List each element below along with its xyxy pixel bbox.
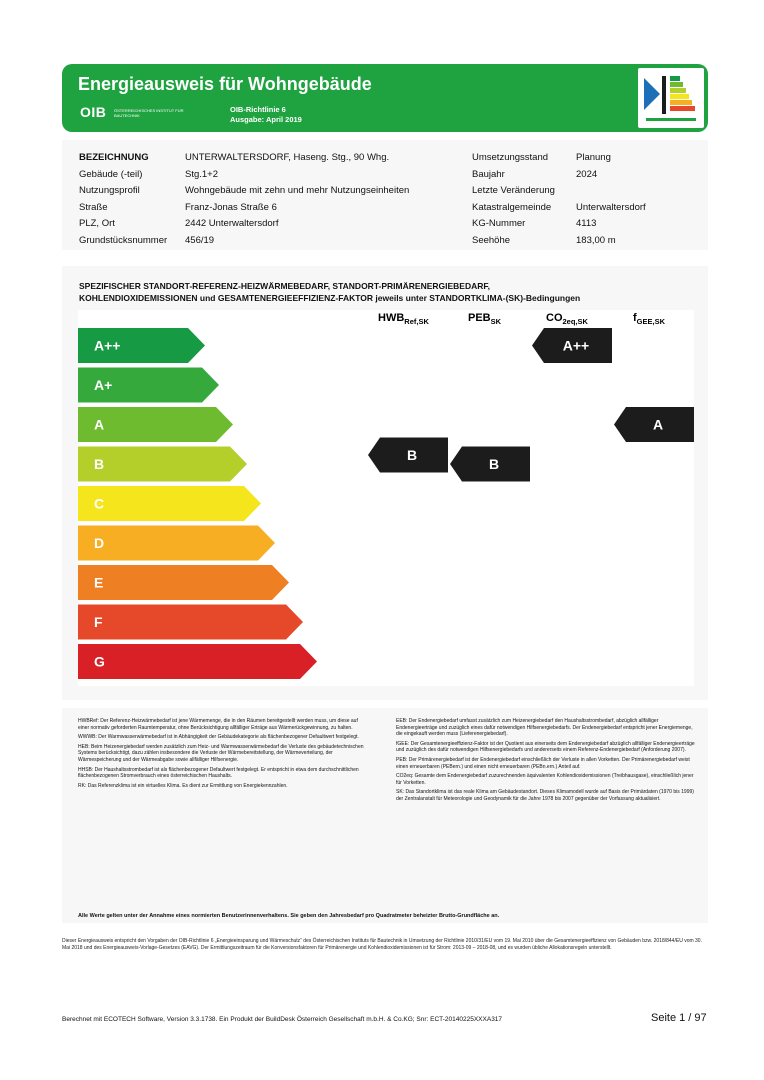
legend-left-column: [78, 718, 368, 792]
rating-column-header: $HWB_{Ref,SK}$: [378, 312, 429, 326]
rating-column-header: $CO_{2eq,SK}$: [546, 312, 588, 326]
page-number: Seite 1 / 97: [651, 1012, 707, 1024]
legend-entry: EEB: Der Endenergiebedarf umfasst zusätzlich zum Heizenergiebedarf den Haushaltsstrombedarf, abzüglich allfälliger Endenergieerträge und zuzüglich eines dafür notwendigen Hilfsenergiebedarfs. Der Endenergiebedarf entspricht jener Energiemenge, die eingekauft werden muss (Lieferenergiebedarf).: [396, 718, 693, 738]
detail-value: UNTERWALTERSDORF, Haseng. Stg., 90 Whg.: [185, 152, 390, 163]
legend-entry: PEB: Der Primärenergiebedarf ist der Endenergiebedarf einschließlich der Verluste in allen Vorketten. Der Primärenergiebedarf weist einen erneuerbaren (PEBern.) und einen nicht erneuerbaren (PEBn.ern.) Anteil auf.: [396, 756, 690, 770]
detail-value: 2024: [576, 168, 598, 180]
legend-entry: CO2eq: Gesamte dem Endenergiebedarf zuzurechnenden äquivalenten Kohlendioxidemissionen (Treibhausgase), einschließlich jener für Vorketten.: [396, 773, 694, 786]
detail-value: 4113: [576, 218, 597, 229]
detail-label: KG-Nummer: [472, 218, 526, 229]
legal-note: Dieser Energieausweis entspricht den Vorgaben der OIB-Richtlinie 6 „Energieeinsparung und Wärmeschutz“ des Österreichischen Instituts für Bautechnik in Umsetzung der Richtlinie 2010/31/EU vom 19. Mai 2010 über die Gesamtenergieeffizienz von Gebäuden bzw. 2018/844/EU vom 30. Mai 2018 und des Energieausweis-Vorlage-Gesetzes (EAVG). Der Ermittlungszeitraum für die Konversionsfaktoren für Primärenergie und Kohlendioxidemissionen ist für Strom: 2013-09 – 2018-08, und es wurden übliche Allokationsregeln unterstellt.: [62, 938, 702, 951]
energy-class-label: B: [94, 456, 105, 472]
detail-label: Nutzungsprofil: [79, 185, 140, 196]
energy-class-label: C: [94, 495, 105, 512]
guideline-info: [230, 105, 302, 125]
rating-column-header: $PEB_{SK}$: [468, 312, 502, 326]
detail-value: Unterwaltersdorf: [576, 201, 646, 213]
energy-class-bar: [78, 526, 275, 561]
detail-value: 2442 Unterwaltersdorf: [185, 218, 279, 229]
energy-class-label: E: [94, 574, 104, 591]
detail-value: Planung: [576, 152, 611, 163]
energy-class-label: D: [94, 535, 105, 551]
energy-class-bar: [78, 605, 303, 640]
detail-value: Wohngebäude mit zehn und mehr Nutzungseinheiten: [185, 185, 410, 196]
legend-entry: SK: Das Standortklima ist das reale Klima am Gebäudestandort. Dieses Klimamodell wurde auf Basis der Primärdaten (1970 bis 1999) der Zentralanstalt für Meteorologie und Geodynamik für die Jahre 1978 bis 2007 gegenüber der Vorfassung aktualisiert.: [396, 789, 694, 802]
detail-label: Baujahr: [472, 168, 505, 180]
legend-entry: WWWB: Der Warmwasserwärmebedarf ist in Abhängigkeit der Gebäudekategorie als flächenbezogener Defaultwert festgelegt.: [78, 734, 359, 741]
building-details: [62, 140, 708, 250]
energy-label-badge-icon: [638, 68, 704, 128]
detail-label: Umsetzungsstand: [472, 152, 549, 163]
guideline-name: OIB-Richtlinie 6: [230, 105, 286, 114]
certificate-header: [62, 64, 708, 132]
rating-arrow-label: A: [652, 416, 664, 433]
rating-column-header: $f_{GEE,SK}$: [633, 312, 666, 326]
detail-label: Grundstücksnummer: [79, 234, 168, 246]
energy-class-bar: [78, 644, 317, 679]
legend-footnote: Alle Werte gelten unter der Annahme eines normierten Benutzerinnenverhaltens. Sie geben den Jahresbedarf pro Quadratmeter beheizter Brutto-Grundfläche an.: [78, 913, 500, 919]
detail-value: 183,00 m: [576, 234, 616, 246]
software-note: Berechnet mit ECOTECH Software, Version 3.3.1738. Ein Produkt der BuildDesk Österreich Gesellschaft m.b.H. & Co.KG; Snr: ECT-20140225XXXA317: [62, 1016, 503, 1023]
detail-label: Seehöhe: [472, 234, 511, 246]
legend-entry: RK: Das Referenzklima ist ein virtuelles Klima. Es dient zur Ermittlung von Energiekennzahlen.: [78, 782, 288, 789]
rating-arrow-label: A++: [562, 337, 590, 354]
legend-entry: HHSB: Der Haushaltsstrombedarf ist als flächenbezogener Defaultwert festgelegt. Er entspricht in etwa dem durchschnittlichen flächenbezogenen Stromverbrauch eines österreichischen Haushalts.: [78, 766, 359, 780]
guideline-edition: Ausgabe: April 2019: [230, 115, 302, 124]
legend-entry: fGEE: Der Gesamtenergieeffizienz-Faktor ist der Quotient aus einerseits dem Endenergiebedarf abzüglich allfälliger Endenergieerträge und zuzüglich des dafür notwendigen Hilfsenergiebedarfs und andererseits einem Referenz-Endenergiebedarf (Anforderung 2007).: [396, 740, 695, 754]
energy-class-label: G: [94, 653, 105, 670]
detail-label: BEZEICHNUNG: [79, 152, 149, 163]
energy-class-label: F: [94, 614, 103, 630]
energy-class-bar: [78, 486, 261, 521]
detail-value: 456/19: [185, 234, 215, 246]
energy-class-label: A: [94, 416, 105, 433]
rating-arrow-label: B: [406, 447, 418, 463]
energy-panel-title: SPEZIFISCHER STANDORT-REFERENZ-HEIZWÄRMEBEDARF, STANDORT-PRIMÄRENERGIEBEDARF, KOHLENDIOXIDEMISSIONEN und GESAMTENERGIEEFFIZIENZ-FAKTOR jeweils unter STANDORTKLIMA-(SK)-Bedingungen: [79, 281, 581, 303]
oib-logo: OIB: [80, 104, 107, 120]
energy-scale-chart: [78, 310, 694, 686]
energy-label-badge: [638, 68, 704, 128]
energy-class-bar: [78, 565, 289, 600]
energy-scale-area: [78, 310, 694, 686]
detail-value: Franz-Jonas Straße 6: [185, 201, 277, 213]
rating-arrow-label: B: [488, 456, 500, 472]
definitions-legend: [62, 708, 708, 923]
legend-right-column: [396, 718, 696, 806]
detail-label: Letzte Veränderung: [472, 185, 555, 196]
certificate-title: Energieausweis für Wohngebäude: [78, 74, 372, 94]
detail-label: Straße: [79, 201, 108, 213]
detail-label: Gebäude (-teil): [79, 168, 143, 180]
energy-class-label: A+: [94, 377, 113, 393]
energy-class-label: A++: [94, 337, 121, 354]
legend-entry: HWBRef: Der Referenz-Heizwärmebedarf ist jene Wärmemenge, die in den Räumen bereitgestellt werden muss, um diese auf einer normativ geforderten Raumtemperatur, ohne Berücksichtigung allfälliger Erträge aus Wärmerückgewinnung, zu halten.: [78, 718, 358, 731]
detail-label: Katastralgemeinde: [472, 201, 552, 213]
detail-label: PLZ, Ort: [79, 218, 115, 229]
energy-rating-panel: [62, 266, 708, 700]
legend-entry: HEB: Beim Heizenergiebedarf werden zusätzlich zum Heiz- und Warmwasserwärmebedarf die Verluste des gebäudetechnischen Systems berücksichtigt, dazu zählen insbesondere die Verluste der Wärmebereitstellung, der Wärmeverteilung, der Wärmespeicherung und der Wärmeabgabe sowie allfälliger Hilfsenergie.: [78, 743, 364, 763]
oib-logo-subtitle: ÖSTERREICHISCHES INSTITUT FÜR BAUTECHNIK: [114, 108, 184, 118]
detail-value: Stg.1+2: [185, 168, 219, 180]
